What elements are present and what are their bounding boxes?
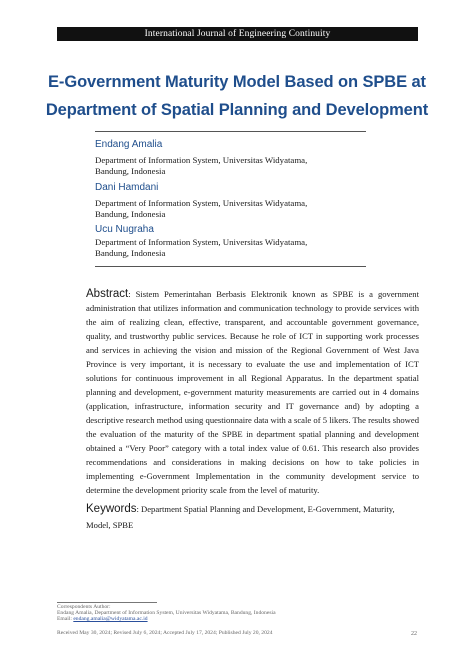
author-name-3: Ucu Nugraha [95, 224, 154, 235]
author-name-2: Dani Hamdani [95, 182, 159, 193]
page-number: 22 [411, 631, 417, 637]
affiliation-1-line-2: Bandung, Indonesia [95, 166, 166, 176]
affiliation-2-line-2: Bandung, Indonesia [95, 209, 166, 219]
keywords-separator: : [136, 504, 139, 514]
email-link[interactable]: endang.amalia@widyatama.ac.id [73, 616, 148, 622]
journal-name: International Journal of Engineering Continuity [144, 29, 331, 39]
keywords-text: Department Spatial Planning and Development, E-Government, Maturity, Model, SPBE [86, 504, 395, 530]
paper-title-line-2: Department of Spatial Planning and Development [45, 101, 429, 119]
footnote-dates: Received May 30, 2024; Revised July 6, 2024; Accepted July 17, 2024; Published July 20, 2024 [57, 630, 273, 636]
keywords-paragraph [86, 501, 419, 533]
abstract-text: Sistem Pemerintahan Berbasis Elektronik known as SPBE is a government administration that utilizes information and communication technology to provide services with the aim of realizing clean, effective, transparent, and accountable government governance, quality, and trustworthy public services. Because he role of ICT in supporting work processes and services in achieving the vision and mission of the Regional Government of West Java Province is very important, it is necessary to evaluate the use and implementation of ICT solutions for continuous improvement in all Regional Apparatus. In the department spatial planning and development, e-government maturity measurements are carried out in 4 domains (application, infrastructure, information security and IT governance and) by adopting a descriptive research method using questionnaire data with a scale of 5 likers. The results showed the evaluation of the maturity of the SPBE in department spatial planning and development obtained a “Very Poor” category with a total index value of 0.61. This research also provides recommendations and considerations in making decisions on how to take policies in implementing e-Government Implementation in the community development service to determine the development priority scale from the level of maturity. [86, 289, 419, 495]
email-label: Email: [57, 616, 74, 622]
author-name-1: Endang Amalia [95, 139, 163, 150]
abstract-label: Abstract [86, 288, 129, 300]
title-divider [95, 131, 366, 132]
authors-divider [95, 266, 366, 267]
affiliation-2-line-1: Department of Information System, Universitas Widyatama, [95, 198, 308, 208]
affiliation-1-line-1: Department of Information System, Universitas Widyatama, [95, 155, 308, 165]
footnote-correspondent-label: Correspondents Author: [57, 604, 111, 610]
abstract-separator: : [128, 289, 131, 299]
footnote-divider [57, 602, 157, 603]
author-affiliation-1 [95, 155, 307, 177]
keywords-label: Keywords [86, 503, 137, 515]
footnote-email-line [57, 616, 148, 623]
footnote-correspondent-affiliation: Endang Amalia, Department of Information System, Universitas Widyatama, Bandung, Indonesia [57, 610, 276, 616]
paper-title-line-1: E-Government Maturity Model Based on SPBE at [48, 73, 426, 91]
affiliation-3-line-1: Department of Information System, Universitas Widyatama, [95, 237, 308, 247]
journal-header-bar [57, 27, 418, 41]
abstract-paragraph [86, 287, 419, 497]
author-affiliation-3 [95, 237, 307, 259]
author-affiliation-2 [95, 198, 307, 220]
affiliation-3-line-2: Bandung, Indonesia [95, 248, 166, 258]
